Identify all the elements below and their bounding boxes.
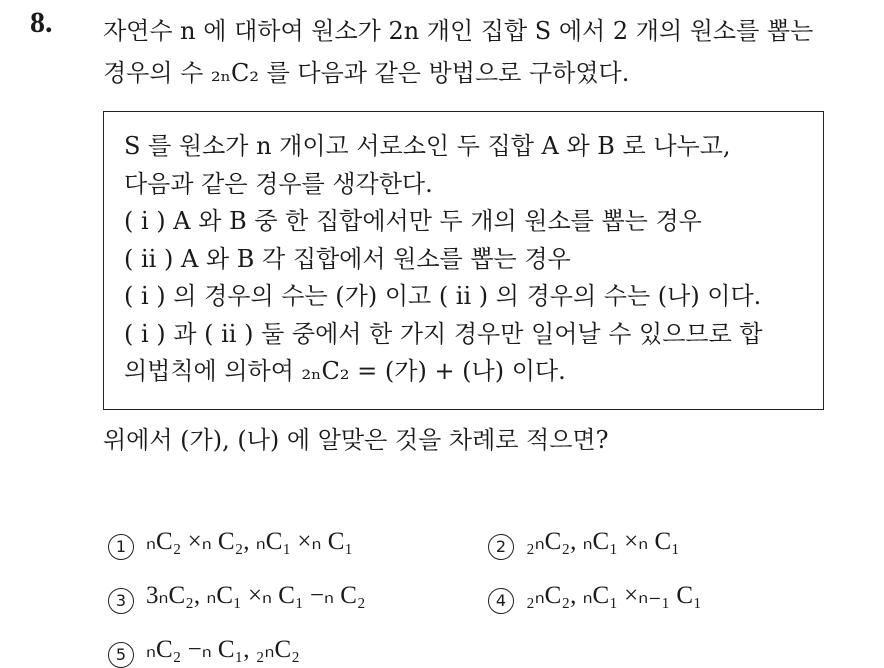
choice-2[interactable] [488, 526, 680, 557]
box-line: ( i ) 과 ( ii ) 둘 중에서 한 가지 경우만 일어날 수 있으므로 합 [124, 319, 763, 348]
explanation-box [103, 111, 824, 410]
choice-3[interactable] [108, 580, 366, 611]
choice-text: ₙC₂ −ₙ C₁, ₂ₙC₂ [146, 636, 300, 663]
choice-text: ₂ₙC₂, ₙC₁ ×ₙ C₁ [526, 528, 680, 555]
box-line: ( ii ) A 와 B 각 집합에서 원소를 뽑는 경우 [124, 244, 571, 273]
stem-line: 자연수 n 에 대하여 원소가 2n 개인 집합 S 에서 2 개의 원소를 뽑는 [103, 17, 814, 45]
box-line: 의법칙에 의하여 ₂ₙC₂ = (가) + (나) 이다. [124, 357, 566, 385]
question-text: 위에서 (가), (나) 에 알맞은 것을 차례로 적으면? [103, 426, 609, 454]
choice-text: 3ₙC₂, ₙC₁ ×ₙ C₁ −ₙ C₂ [146, 582, 366, 609]
problem-number: 8. [30, 6, 53, 39]
problem-stem [103, 10, 873, 94]
choice-marker: 3 [108, 588, 134, 614]
box-line: ( i ) A 와 B 중 한 집합에서만 두 개의 원소를 뽑는 경우 [124, 207, 702, 235]
stem-line: 경우의 수 ₂ₙC₂ 를 다음과 같은 방법으로 구하였다. [103, 59, 630, 87]
choice-text: ₙC₂ ×ₙ C₂, ₙC₁ ×ₙ C₁ [146, 528, 354, 555]
choice-1[interactable] [108, 526, 353, 557]
choice-marker: 2 [488, 534, 514, 560]
choice-4[interactable] [488, 580, 702, 611]
box-line: S 를 원소가 n 개이고 서로소인 두 집합 A 와 B 로 나누고, [124, 132, 731, 160]
choice-5[interactable] [108, 634, 300, 665]
choice-marker: 1 [108, 534, 134, 560]
choice-text: ₂ₙC₂, ₙC₁ ×ₙ₋₁ C₁ [526, 582, 702, 609]
box-line: 다음과 같은 경우를 생각한다. [124, 169, 433, 198]
choice-marker: 4 [488, 588, 514, 614]
box-line: ( i ) 의 경우의 수는 (가) 이고 ( ii ) 의 경우의 수는 (나) 이다. [124, 282, 762, 310]
choice-marker: 5 [108, 642, 134, 668]
